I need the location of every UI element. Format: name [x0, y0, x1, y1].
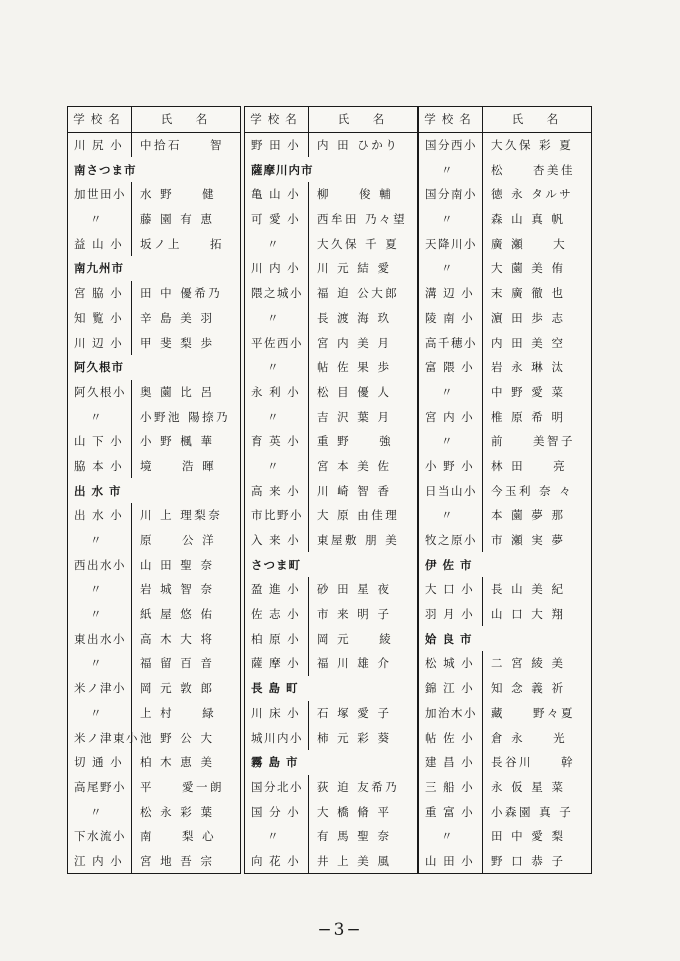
- school-name: 出 水 小: [68, 503, 132, 528]
- student-name: 松 杏美佳: [491, 162, 575, 177]
- school-name: 〃: [419, 429, 483, 454]
- student-name: 田 中 優希乃: [140, 286, 223, 301]
- student-name: 林 田 亮: [491, 458, 568, 473]
- school-name: 大 口 小: [419, 577, 483, 602]
- student-name: 福 留 百 音: [140, 656, 215, 671]
- region-heading: [245, 157, 417, 182]
- region-heading: [68, 355, 240, 380]
- table-row: [68, 775, 240, 800]
- school-name: 川 尻 小: [68, 133, 132, 158]
- school-name: 国分南小: [419, 182, 483, 207]
- school-name: 〃: [68, 602, 132, 627]
- student-name: 有 馬 聖 奈: [317, 829, 392, 844]
- table-row: [419, 577, 591, 602]
- table-row: [245, 602, 417, 627]
- header-school: 学校名: [245, 107, 309, 132]
- student-name: 徳 永 タルサ: [491, 187, 574, 202]
- student-name: 小野池 陽捺乃: [140, 409, 231, 424]
- header-name: 氏 名: [160, 112, 214, 127]
- school-name: 〃: [68, 577, 132, 602]
- table-row: [245, 626, 417, 651]
- school-name: 小 野 小: [419, 454, 483, 479]
- school-name: 〃: [68, 701, 132, 726]
- school-name: 江 内 小: [68, 849, 132, 874]
- table-row: [68, 602, 240, 627]
- school-name: 重 富 小: [419, 799, 483, 824]
- header-school: 学校名: [68, 107, 132, 132]
- table-row: [68, 306, 240, 331]
- student-name: 今玉利 奈 々: [491, 483, 574, 498]
- table-row: [68, 725, 240, 750]
- school-name: 〃: [68, 528, 132, 553]
- table-row: [419, 157, 591, 182]
- table-row: [419, 849, 591, 874]
- table-row: [68, 404, 240, 429]
- school-name: 溝 辺 小: [419, 281, 483, 306]
- student-name: 小森園 真 子: [491, 804, 574, 819]
- student-name: 中 野 愛 菜: [491, 384, 566, 399]
- student-name: 辛 島 美 羽: [140, 310, 215, 325]
- student-name: 岩 城 智 奈: [140, 582, 215, 597]
- school-name: 〃: [419, 256, 483, 281]
- student-name: 前 美智子: [491, 434, 575, 449]
- student-name: 永 仮 星 菜: [491, 779, 566, 794]
- school-name: 〃: [419, 503, 483, 528]
- roster-column-2: [244, 106, 418, 874]
- table-row: [68, 281, 240, 306]
- table-row: [245, 256, 417, 281]
- school-name: 〃: [68, 799, 132, 824]
- table-row: [419, 750, 591, 775]
- student-name: 大 原 由佳理: [317, 508, 400, 523]
- table-row: [245, 478, 417, 503]
- school-name: 〃: [68, 404, 132, 429]
- table-row: [245, 577, 417, 602]
- student-name: 川 上 理梨奈: [140, 508, 223, 523]
- table-row: [245, 849, 417, 874]
- school-name: 柏 原 小: [245, 626, 309, 651]
- student-name: 坂ノ上 拓: [140, 236, 224, 251]
- region-name: 薩摩川内市: [251, 162, 314, 177]
- table-row: [419, 528, 591, 553]
- student-name: 砂 田 星 夜: [317, 582, 392, 597]
- student-name: 内 田 ひかり: [317, 138, 400, 153]
- table-row: [245, 824, 417, 849]
- school-name: 市比野小: [245, 503, 309, 528]
- student-name: 平 愛一朗: [140, 779, 224, 794]
- table-header-row: [419, 107, 591, 133]
- student-name: 福 迫 公大郎: [317, 286, 400, 301]
- school-name: 〃: [419, 380, 483, 405]
- region-name: 長 島 町: [251, 681, 299, 696]
- table-row: [68, 849, 240, 874]
- table-row: [245, 528, 417, 553]
- table-row: [419, 676, 591, 701]
- student-name: 中拾石 智: [140, 138, 224, 153]
- table-row: [419, 429, 591, 454]
- school-name: 〃: [245, 355, 309, 380]
- table-row: [68, 231, 240, 256]
- table-row: [245, 281, 417, 306]
- region-heading: [245, 750, 417, 775]
- student-name: 市 来 明 子: [317, 607, 392, 622]
- student-name: 倉 永 光: [491, 730, 568, 745]
- school-name: 阿久根小: [68, 380, 132, 405]
- student-name: 長 山 美 紀: [491, 582, 566, 597]
- student-name: 椎 原 希 明: [491, 409, 566, 424]
- student-name: 松 目 優 人: [317, 384, 392, 399]
- student-name: 川 崎 智 香: [317, 483, 392, 498]
- student-name: 岡 元 綾: [317, 631, 394, 646]
- table-row: [419, 725, 591, 750]
- school-name: 山 田 小: [419, 849, 483, 874]
- table-row: [419, 231, 591, 256]
- school-name: 隈之城小: [245, 281, 309, 306]
- header-name: 氏 名: [337, 112, 391, 127]
- table-row: [68, 133, 240, 158]
- region-name: 姶 良 市: [425, 631, 473, 646]
- school-name: 高 来 小: [245, 478, 309, 503]
- school-name: 〃: [68, 651, 132, 676]
- school-name: 天降川小: [419, 231, 483, 256]
- region-name: 南九州市: [74, 261, 124, 276]
- school-name: 松 城 小: [419, 651, 483, 676]
- student-name: 大久保 千 夏: [317, 236, 400, 251]
- school-name: 山 下 小: [68, 429, 132, 454]
- student-name: 二 宮 綾 美: [491, 656, 566, 671]
- school-name: 帖 佐 小: [419, 725, 483, 750]
- table-row: [245, 429, 417, 454]
- student-name: 廣 瀬 大: [491, 236, 568, 251]
- school-name: 〃: [245, 454, 309, 479]
- region-name: 南さつま市: [74, 162, 137, 177]
- student-name: 内 田 美 空: [491, 335, 566, 350]
- table-row: [419, 799, 591, 824]
- region-name: 出 水 市: [74, 483, 122, 498]
- student-name: 長谷川 幹: [491, 755, 575, 770]
- school-name: 盈 進 小: [245, 577, 309, 602]
- table-row: [419, 306, 591, 331]
- region-heading: [68, 256, 240, 281]
- table-row: [68, 454, 240, 479]
- region-heading: [68, 478, 240, 503]
- school-name: 下水流小: [68, 824, 132, 849]
- table-row: [245, 306, 417, 331]
- student-name: 井 上 美 風: [317, 853, 392, 868]
- school-name: 国 分 小: [245, 799, 309, 824]
- school-name: 牧之原小: [419, 528, 483, 553]
- school-name: 〃: [68, 207, 132, 232]
- table-row: [419, 404, 591, 429]
- region-name: 霧 島 市: [251, 755, 299, 770]
- table-row: [68, 503, 240, 528]
- table-header-row: [245, 107, 417, 133]
- student-name: 柏 木 恵 美: [140, 755, 215, 770]
- school-name: 平佐西小: [245, 330, 309, 355]
- student-name: 池 野 公 大: [140, 730, 215, 745]
- student-name: 知 念 義 祈: [491, 681, 566, 696]
- school-name: 知 覧 小: [68, 306, 132, 331]
- student-name: 柳 俊 輔: [317, 187, 394, 202]
- student-name: 福 川 雄 介: [317, 656, 392, 671]
- school-name: 〃: [245, 306, 309, 331]
- student-name: 吉 沢 葉 月: [317, 409, 392, 424]
- table-row: [245, 404, 417, 429]
- student-name: 宮 本 美 佐: [317, 458, 392, 473]
- school-name: 加治木小: [419, 701, 483, 726]
- table-header-row: [68, 107, 240, 133]
- school-name: 加世田小: [68, 182, 132, 207]
- student-name: 原 公 洋: [140, 533, 217, 548]
- school-name: 野 田 小: [245, 133, 309, 158]
- table-row: [245, 503, 417, 528]
- table-row: [68, 750, 240, 775]
- student-name: 境 浩 暉: [140, 458, 217, 473]
- student-name: 宮 地 吾 宗: [140, 853, 215, 868]
- student-name: 本 薗 夢 那: [491, 508, 566, 523]
- school-name: 国分北小: [245, 775, 309, 800]
- school-name: 脇 本 小: [68, 454, 132, 479]
- table-row: [68, 207, 240, 232]
- school-name: 川 辺 小: [68, 330, 132, 355]
- school-name: 〃: [419, 824, 483, 849]
- student-name: 松 永 彩 葉: [140, 804, 215, 819]
- student-name: 帖 佐 果 歩: [317, 360, 392, 375]
- student-name: 小 野 楓 華: [140, 434, 215, 449]
- student-name: 柿 元 彩 葵: [317, 730, 392, 745]
- table-row: [68, 429, 240, 454]
- student-name: 川 元 結 愛: [317, 261, 392, 276]
- student-name: 大久保 彩 夏: [491, 138, 574, 153]
- school-name: 宮 内 小: [419, 404, 483, 429]
- header-name: 氏 名: [511, 112, 565, 127]
- table-row: [68, 577, 240, 602]
- student-name: 岩 永 琳 汰: [491, 360, 566, 375]
- school-name: 米ノ津小: [68, 676, 132, 701]
- table-row: [245, 231, 417, 256]
- student-name: 野 口 恭 子: [491, 853, 566, 868]
- roster-column-3: [418, 106, 592, 874]
- school-name: 東出水小: [68, 626, 132, 651]
- table-row: [245, 799, 417, 824]
- table-row: [419, 775, 591, 800]
- student-name: 岡 元 敦 郎: [140, 681, 215, 696]
- student-name: 高 木 大 将: [140, 631, 215, 646]
- student-name: 南 梨 心: [140, 829, 217, 844]
- table-row: [68, 651, 240, 676]
- student-name: 末 廣 徹 也: [491, 286, 566, 301]
- region-name: 伊 佐 市: [425, 557, 473, 572]
- student-name: 奥 薗 比 呂: [140, 384, 215, 399]
- table-row: [419, 651, 591, 676]
- region-heading: [419, 552, 591, 577]
- header-school: 学校名: [419, 107, 483, 132]
- table-row: [245, 380, 417, 405]
- table-row: [419, 701, 591, 726]
- school-name: 国分西小: [419, 133, 483, 158]
- table-row: [419, 824, 591, 849]
- school-name: 高千穂小: [419, 330, 483, 355]
- school-name: 宮 脇 小: [68, 281, 132, 306]
- region-name: さつま町: [251, 557, 301, 572]
- school-name: 〃: [245, 404, 309, 429]
- school-name: 西出水小: [68, 552, 132, 577]
- school-name: 〃: [245, 824, 309, 849]
- school-name: 高尾野小: [68, 775, 132, 800]
- table-row: [419, 133, 591, 158]
- region-heading: [245, 676, 417, 701]
- table-row: [419, 478, 591, 503]
- table-row: [419, 330, 591, 355]
- table-row: [68, 676, 240, 701]
- school-name: 永 利 小: [245, 380, 309, 405]
- school-name: 益 山 小: [68, 231, 132, 256]
- school-name: 川 内 小: [245, 256, 309, 281]
- school-name: 〃: [419, 157, 483, 182]
- table-row: [68, 182, 240, 207]
- table-row: [68, 799, 240, 824]
- table-row: [419, 256, 591, 281]
- school-name: 城川内小: [245, 725, 309, 750]
- table-row: [68, 528, 240, 553]
- school-name: 米ノ津東小: [68, 725, 132, 750]
- table-row: [245, 355, 417, 380]
- school-name: 〃: [245, 231, 309, 256]
- student-name: 森 山 真 帆: [491, 212, 566, 227]
- school-name: 向 花 小: [245, 849, 309, 874]
- page-number: −3−: [317, 920, 363, 940]
- table-row: [245, 775, 417, 800]
- table-row: [419, 207, 591, 232]
- table-row: [245, 701, 417, 726]
- school-name: 建 昌 小: [419, 750, 483, 775]
- table-row: [245, 182, 417, 207]
- student-name: 水 野 健: [140, 187, 217, 202]
- table-row: [68, 626, 240, 651]
- student-name: 藤 園 有 恵: [140, 212, 215, 227]
- table-row: [245, 207, 417, 232]
- school-name: 川 床 小: [245, 701, 309, 726]
- school-name: 育 英 小: [245, 429, 309, 454]
- student-name: 山 田 聖 奈: [140, 557, 215, 572]
- school-name: 可 愛 小: [245, 207, 309, 232]
- student-name: 西牟田 乃々望: [317, 212, 408, 227]
- table-row: [419, 454, 591, 479]
- school-name: 羽 月 小: [419, 602, 483, 627]
- table-row: [419, 355, 591, 380]
- table-row: [68, 380, 240, 405]
- region-heading: [68, 157, 240, 182]
- school-name: 薩 摩 小: [245, 651, 309, 676]
- school-name: 陵 南 小: [419, 306, 483, 331]
- table-row: [68, 701, 240, 726]
- student-name: 甲 斐 梨 歩: [140, 335, 215, 350]
- table-row: [245, 651, 417, 676]
- region-heading: [419, 626, 591, 651]
- school-name: 入 来 小: [245, 528, 309, 553]
- student-name: 大 薗 美 侑: [491, 261, 566, 276]
- student-name: 荻 迫 友希乃: [317, 779, 400, 794]
- student-name: 石 塚 愛 子: [317, 705, 392, 720]
- school-name: 〃: [419, 207, 483, 232]
- table-row: [245, 725, 417, 750]
- region-heading: [245, 552, 417, 577]
- roster-column-1: [67, 106, 241, 874]
- school-name: 錦 江 小: [419, 676, 483, 701]
- school-name: 亀 山 小: [245, 182, 309, 207]
- school-name: 三 船 小: [419, 775, 483, 800]
- table-row: [419, 503, 591, 528]
- student-name: 紙 屋 悠 佑: [140, 607, 215, 622]
- table-row: [419, 281, 591, 306]
- table-row: [419, 380, 591, 405]
- table-row: [419, 602, 591, 627]
- student-name: 重 野 強: [317, 434, 394, 449]
- school-name: 日当山小: [419, 478, 483, 503]
- table-row: [419, 182, 591, 207]
- student-name: 田 中 愛 梨: [491, 829, 566, 844]
- table-row: [245, 133, 417, 158]
- school-name: 佐 志 小: [245, 602, 309, 627]
- student-name: 東屋敷 朋 美: [317, 533, 400, 548]
- table-row: [68, 552, 240, 577]
- region-name: 阿久根市: [74, 360, 124, 375]
- table-row: [245, 454, 417, 479]
- student-name: 市 瀬 実 夢: [491, 533, 566, 548]
- student-name: 山 口 大 翔: [491, 607, 566, 622]
- student-name: 藏 野々夏: [491, 705, 575, 720]
- student-name: 大 橋 脩 平: [317, 804, 392, 819]
- student-name: 上 村 緑: [140, 705, 217, 720]
- school-name: 切 通 小: [68, 750, 132, 775]
- student-name: 宮 内 美 月: [317, 335, 392, 350]
- student-name: 長 渡 海 玖: [317, 310, 392, 325]
- table-row: [68, 824, 240, 849]
- school-name: 富 隈 小: [419, 355, 483, 380]
- table-row: [68, 330, 240, 355]
- table-row: [245, 330, 417, 355]
- student-name: 濵 田 歩 志: [491, 310, 566, 325]
